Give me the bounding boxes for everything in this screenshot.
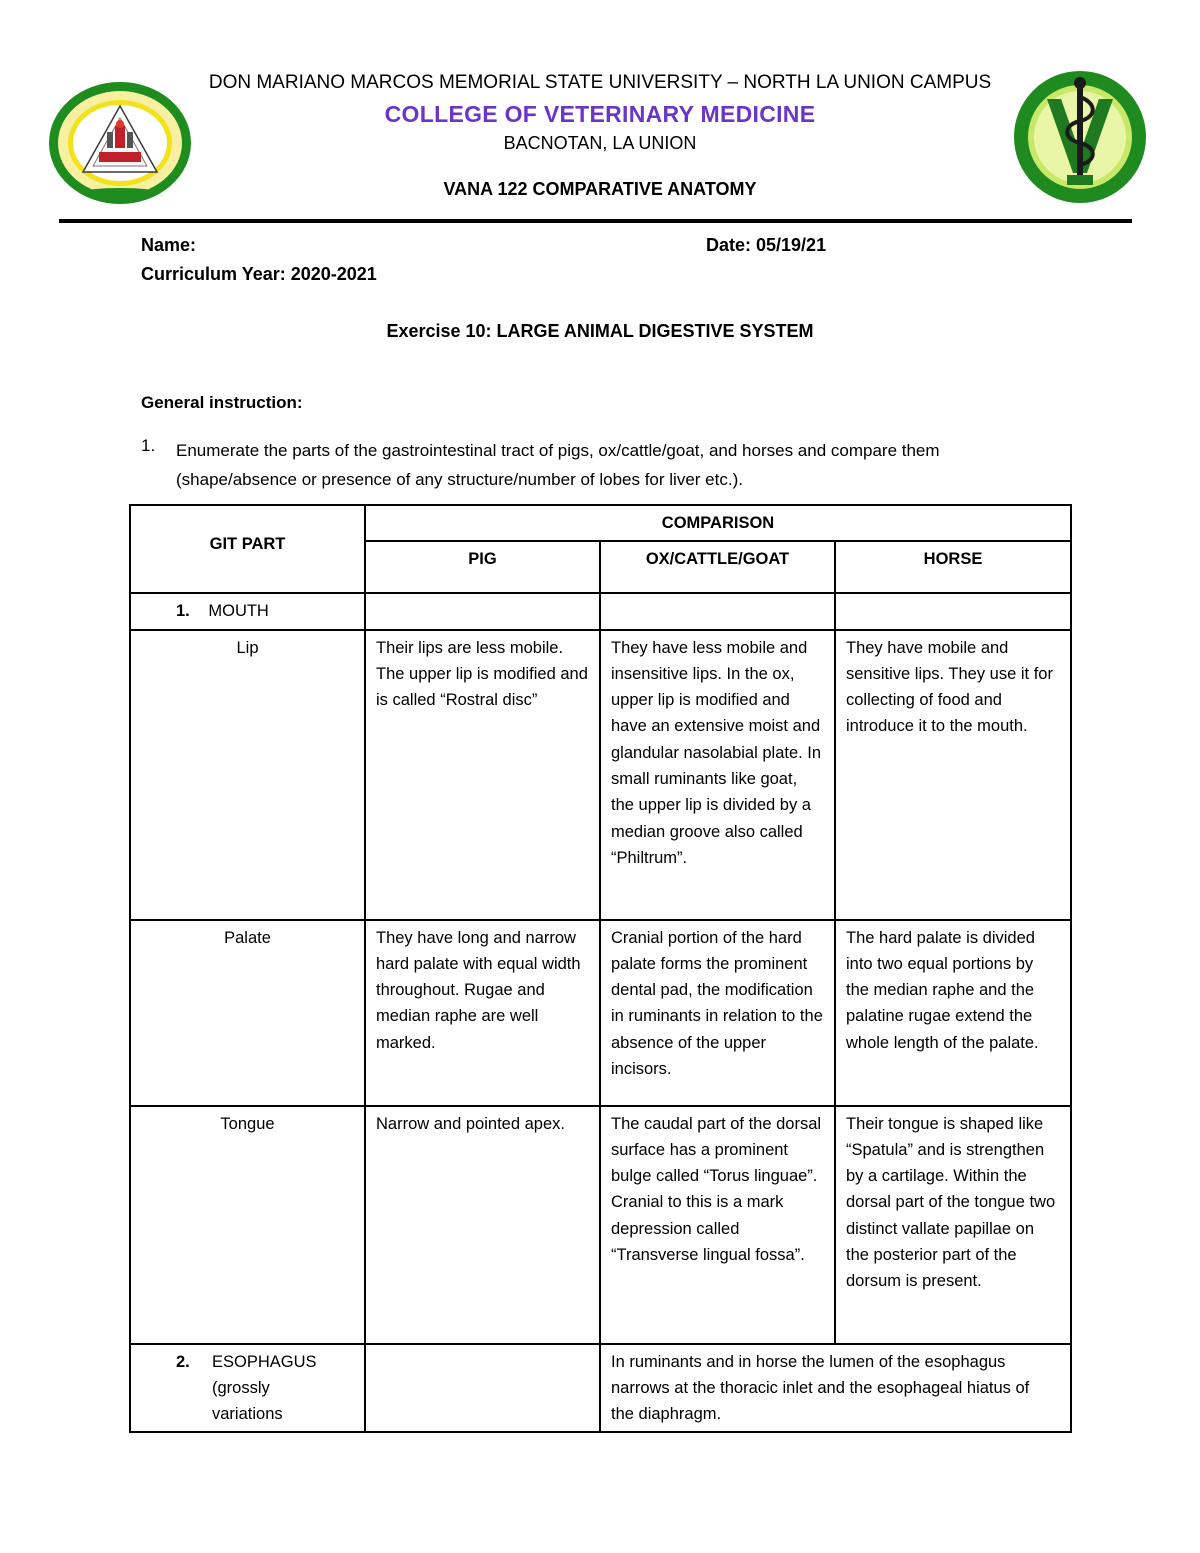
header-horse: HORSE bbox=[835, 541, 1071, 593]
instruction-text: Enumerate the parts of the gastrointestinal tract of pigs, ox/cattle/goat, and horses and compare them (shape/absence or presence of any structure/number of lobes for liver etc.). bbox=[176, 441, 940, 489]
esophagus-comparison bbox=[600, 1344, 1071, 1433]
mouth-horse-cell bbox=[835, 593, 1071, 629]
table-row bbox=[130, 630, 1071, 920]
instruction-heading: General instruction: bbox=[141, 393, 303, 412]
esophagus-text: In ruminants and in horse the lumen of the esophagus narrows at the thoracic inlet and the esophageal hiatus of the diaphragm. bbox=[611, 1352, 1030, 1424]
part-lip: Lip bbox=[130, 630, 365, 920]
table-row-esophagus bbox=[130, 1344, 1071, 1433]
header-divider bbox=[59, 219, 1132, 223]
table-row bbox=[130, 1106, 1071, 1344]
lip-horse: They have mobile and sensitive lips. They use it for collecting of food and introduce it to the mouth. bbox=[835, 630, 1071, 920]
esophagus-pig-cell bbox=[365, 1344, 600, 1433]
date-label: Date: 05/19/21 bbox=[706, 235, 827, 255]
tongue-ox: The caudal part of the dorsal surface has a prominent bulge called “Torus linguae”. Cranial to this is a mark depression called “Transverse lingual fossa”. bbox=[600, 1106, 835, 1344]
mouth-number: 1. bbox=[176, 602, 190, 621]
college-name: COLLEGE OF VETERINARY MEDICINE bbox=[384, 101, 816, 127]
tongue-pig: Narrow and pointed apex. bbox=[365, 1106, 600, 1344]
palate-ox: Cranial portion of the hard palate forms the prominent dental pad, the modification in ruminants in relation to the absence of the upper incisors. bbox=[600, 920, 835, 1106]
header-comparison: COMPARISON bbox=[365, 505, 1071, 541]
mouth-pig-cell bbox=[365, 593, 600, 629]
course-title: VANA 122 COMPARATIVE ANATOMY bbox=[443, 179, 757, 199]
esophagus-number: 2. bbox=[176, 1352, 190, 1371]
mouth-ox-cell bbox=[600, 593, 835, 629]
curriculum-year-label: Curriculum Year: 2020-2021 bbox=[141, 264, 377, 284]
campus-location: BACNOTAN, LA UNION bbox=[503, 133, 697, 153]
name-label: Name: bbox=[141, 235, 197, 255]
part-palate: Palate bbox=[130, 920, 365, 1106]
tongue-horse: Their tongue is shaped like “Spatula” and is strengthen by a cartilage. Within the dorsal part of the tongue two distinct vallate papillae on the posterior part of the dorsum is present. bbox=[835, 1106, 1071, 1344]
table-row-mouth bbox=[130, 593, 1071, 629]
mouth-cell bbox=[130, 593, 365, 629]
lip-pig: Their lips are less mobile. The upper lip is modified and is called “Rostral disc” bbox=[365, 630, 600, 920]
header-ox-cattle-goat: OX/CATTLE/GOAT bbox=[600, 541, 835, 593]
mouth-label: MOUTH bbox=[208, 602, 269, 621]
palate-pig: They have long and narrow hard palate with equal width throughout. Rugae and median raphe are well marked. bbox=[365, 920, 600, 1106]
table-row bbox=[130, 920, 1071, 1106]
header-git-part: GIT PART bbox=[130, 505, 365, 593]
instruction-number: 1. bbox=[141, 436, 156, 455]
esophagus-cell bbox=[130, 1344, 365, 1433]
header-pig: PIG bbox=[365, 541, 600, 593]
lip-ox: They have less mobile and insensitive lips. In the ox, upper lip is modified and have an extensive moist and glandular nasolabial plate. In small ruminants like goat, the upper lip is divided by a median groove also called “Philtrum”. bbox=[600, 630, 835, 920]
esophagus-label: ESOPHAGUS (grossly variations bbox=[212, 1352, 317, 1424]
exercise-title: Exercise 10: LARGE ANIMAL DIGESTIVE SYSTEM bbox=[386, 321, 814, 341]
palate-horse: The hard palate is divided into two equal portions by the median raphe and the palatine rugae extend the whole length of the palate. bbox=[835, 920, 1071, 1106]
part-tongue: Tongue bbox=[130, 1106, 365, 1344]
table-header-row bbox=[130, 505, 1071, 541]
comparison-table bbox=[129, 504, 1072, 1433]
university-name: DON MARIANO MARCOS MEMORIAL STATE UNIVERSITY – NORTH LA UNION CAMPUS bbox=[208, 72, 992, 93]
